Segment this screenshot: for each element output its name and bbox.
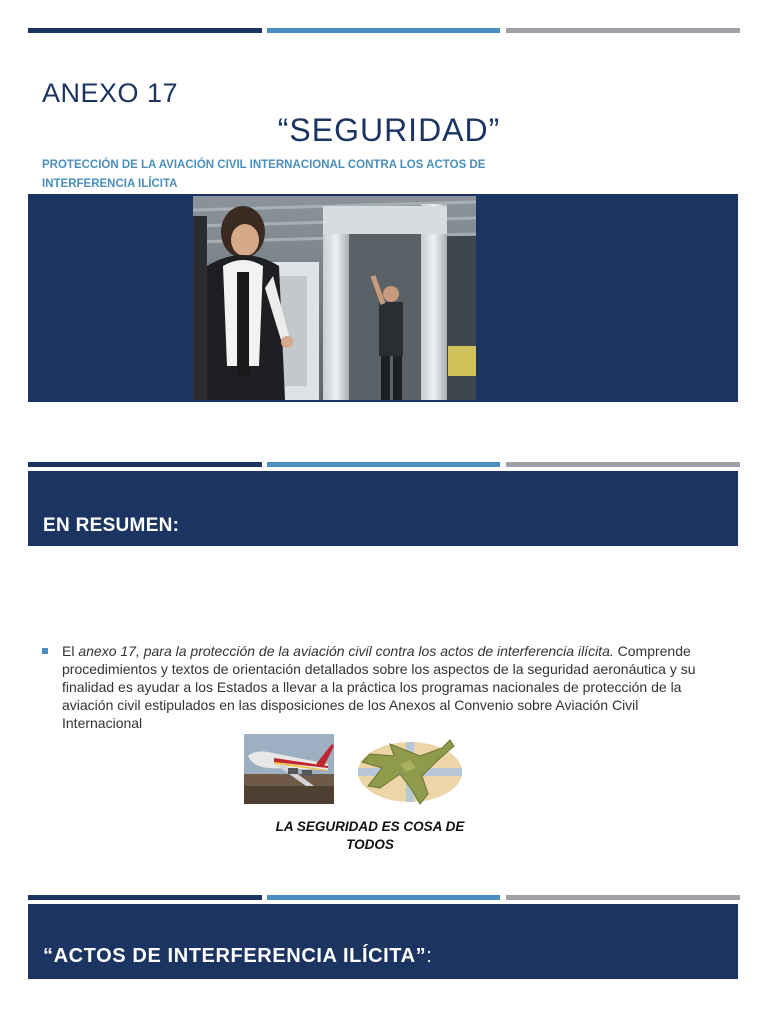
summary-text: [62, 642, 722, 732]
bullet-italic-text: anexo 17, para la protección de la aviación civil contra los actos de interferencia ilícita.: [78, 643, 614, 659]
slide-subtitle: PROTECCIÓN DE LA AVIACIÓN CIVIL INTERNACIONAL CONTRA LOS ACTOS DE INTERFERENCIA ILÍCITA: [42, 159, 486, 190]
divider-bar-grey-2: [506, 895, 740, 900]
divider-bar-blue: [267, 462, 500, 467]
acts-heading-quoted: “ACTOS DE INTERFERENCIA ILÍCITA”: [43, 945, 427, 967]
slide-title-security: “SEGURIDAD”: [277, 112, 501, 148]
top-bar-navy: [28, 28, 262, 33]
bullet-prefix: El: [62, 643, 79, 659]
divider-bar-grey: [506, 462, 740, 467]
summary-bullet: [42, 642, 722, 732]
top-bar-blue: [267, 28, 500, 33]
airliner-photo: [244, 734, 334, 804]
summary-heading: EN RESUMEN:: [43, 515, 180, 536]
acts-heading-colon: :: [426, 945, 433, 967]
divider-bar-navy-2: [28, 895, 262, 900]
slide-title-annex: ANEXO 17: [42, 78, 179, 108]
fighter-jet-icon: [350, 734, 468, 808]
top-bar-grey: [506, 28, 740, 33]
motto-line-1: LA SEGURIDAD ES COSA DE: [275, 819, 465, 834]
motto-line-2: TODOS: [346, 837, 394, 852]
fighter-jet-clipart: [350, 734, 468, 808]
bullet-body-text: Comprende procedimientos y textos de orientación detallados sobre los aspectos de la seguridad aeronáutica y su finalidad es ayudar a los Estados a llevar a la práctica los programas nacionales de protección de la aviación civil estipulados en las disposiciones de los Anexos al Convenio sobre Aviación Civil Internacional: [62, 643, 696, 731]
acts-banner: [28, 904, 738, 979]
acts-heading: [43, 945, 432, 968]
divider-bar-navy: [28, 462, 262, 467]
divider-bar-blue-2: [267, 895, 500, 900]
summary-banner: [28, 471, 738, 546]
safety-motto: [250, 818, 490, 854]
airport-security-icon: [193, 196, 476, 400]
airliner-icon: [244, 734, 334, 804]
bullet-square-icon: [42, 648, 48, 654]
security-checkpoint-photo: [193, 196, 476, 400]
